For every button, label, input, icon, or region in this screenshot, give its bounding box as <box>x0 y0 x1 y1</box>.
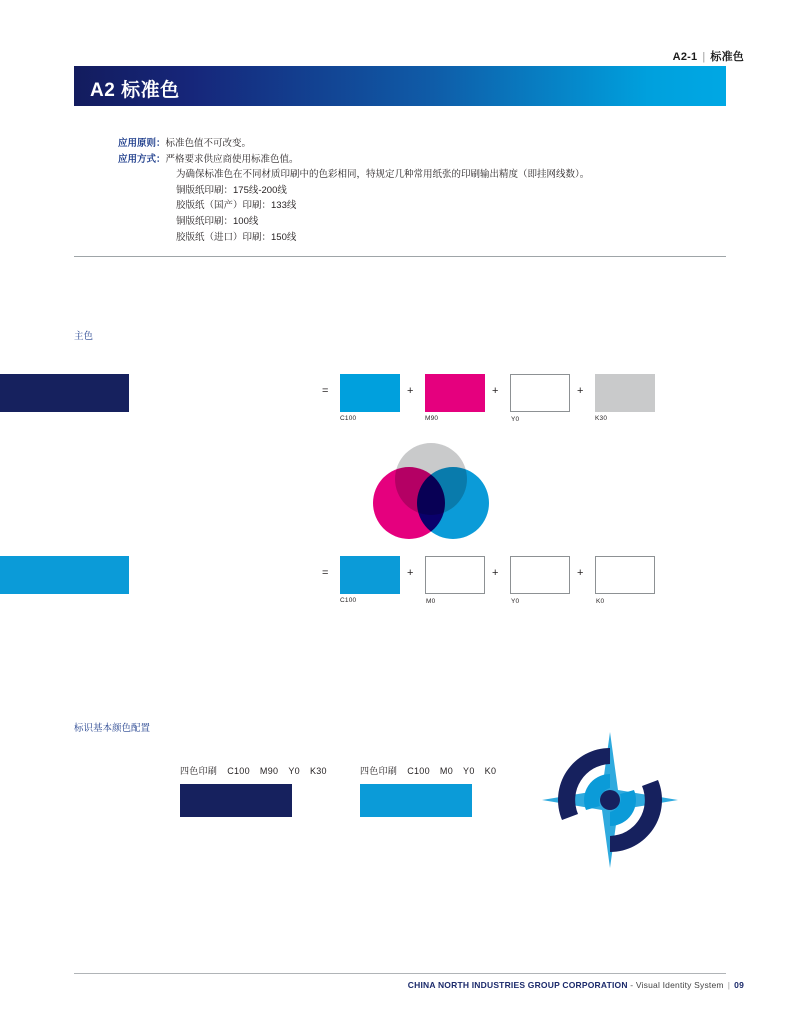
swatch-result-secondary <box>0 556 129 594</box>
operator-plus-1b: + <box>492 385 499 397</box>
swatch-component-y0 <box>510 374 570 423</box>
operator-plus-1a: + <box>407 385 414 397</box>
footer-separator: | <box>727 980 731 990</box>
logo-config-1-m: M90 <box>259 766 279 776</box>
swatch-caption-m90: M90 <box>425 415 439 422</box>
logo-config-1-c: C100 <box>227 766 250 776</box>
intro-principle-label: 应用原则： <box>118 138 166 149</box>
footer-page-number: 09 <box>734 980 744 990</box>
color-equation-row-2 <box>0 556 800 605</box>
operator-equals-2: = <box>322 567 329 579</box>
intro-method-text: 严格要求供应商使用标准色值。 <box>165 153 299 165</box>
logo-config-2-c: C100 <box>407 766 430 776</box>
color-equation-row-1 <box>0 374 800 423</box>
intro-method-label: 应用方式： <box>118 153 166 165</box>
operator-plus-2a: + <box>407 567 414 579</box>
venn-diagram <box>373 443 489 539</box>
swatch-component-k0 <box>595 556 655 605</box>
header-separator: | <box>702 51 706 63</box>
emblem-icon <box>540 730 680 870</box>
swatch-component-m0 <box>425 556 485 605</box>
header-section-code: A2-1 <box>672 51 698 63</box>
header-section-name: 标准色 <box>710 51 744 63</box>
swatch-caption-y0-2: Y0 <box>511 598 520 605</box>
divider-bottom <box>74 973 726 974</box>
intro-line-2 <box>118 152 589 168</box>
venn-circle-cyan <box>417 467 489 539</box>
swatch-caption-c100: C100 <box>340 415 357 422</box>
footer-system: - Visual Identity System <box>630 980 724 990</box>
logo-color-section-label: 标识基本颜色配置 <box>74 723 151 734</box>
logo-config-caption-1 <box>180 764 327 777</box>
swatch-component-c100 <box>340 374 400 422</box>
intro-line-1 <box>118 136 589 152</box>
swatch-caption-k30: K30 <box>595 415 608 422</box>
logo-config-caption-2 <box>360 764 496 777</box>
page-title: A2 标准色 <box>90 80 180 101</box>
operator-equals-1: = <box>322 385 329 397</box>
intro-line-7: 胶版纸（进口）印刷：150线 <box>176 231 297 243</box>
logo-config-2-m: M0 <box>439 766 454 776</box>
operator-plus-2b: + <box>492 567 499 579</box>
divider-top <box>74 256 726 257</box>
section-title-bar <box>74 66 726 106</box>
intro-principle-text: 标准色值不可改变。 <box>165 138 252 149</box>
swatch-caption-m0: M0 <box>426 598 436 605</box>
footer-company: CHINA NORTH INDUSTRIES GROUP CORPORATION <box>407 980 628 990</box>
main-color-section-label: 主色 <box>74 331 94 342</box>
swatch-component-m90 <box>425 374 485 422</box>
swatch-caption-c100-2: C100 <box>340 597 357 604</box>
intro-line-3: 为确保标准色在不同材质印刷中的色彩相同，特规定几种常用纸张的印刷输出精度（即挂网线数）。 <box>176 169 590 181</box>
intro-line-6: 铜版纸印刷：100线 <box>176 215 259 227</box>
logo-config-swatch-1 <box>180 784 292 817</box>
page-header <box>673 48 744 64</box>
logo-config-swatch-2 <box>360 784 472 817</box>
swatch-component-y0-2 <box>510 556 570 605</box>
logo-config-1-prefix: 四色印刷 <box>180 766 218 776</box>
swatch-component-c100-2 <box>340 556 400 604</box>
operator-plus-2c: + <box>577 567 584 579</box>
page-footer <box>408 980 744 990</box>
logo-config-1-k: K30 <box>309 766 327 776</box>
logo-config-2-y: Y0 <box>463 766 475 776</box>
operator-plus-1c: + <box>577 385 584 397</box>
intro-text-block <box>118 136 589 245</box>
logo-config-2-k: K0 <box>484 766 497 776</box>
company-emblem <box>540 730 680 870</box>
swatch-result-primary <box>0 374 129 412</box>
swatch-caption-k0: K0 <box>596 598 605 605</box>
logo-config-1-y: Y0 <box>288 766 300 776</box>
intro-line-4: 铜版纸印刷：175线-200线 <box>176 184 287 196</box>
swatch-caption-y0: Y0 <box>511 416 520 423</box>
intro-line-5: 胶版纸（国产）印刷：133线 <box>176 200 297 212</box>
logo-config-2-prefix: 四色印刷 <box>360 766 398 776</box>
swatch-component-k30 <box>595 374 655 422</box>
